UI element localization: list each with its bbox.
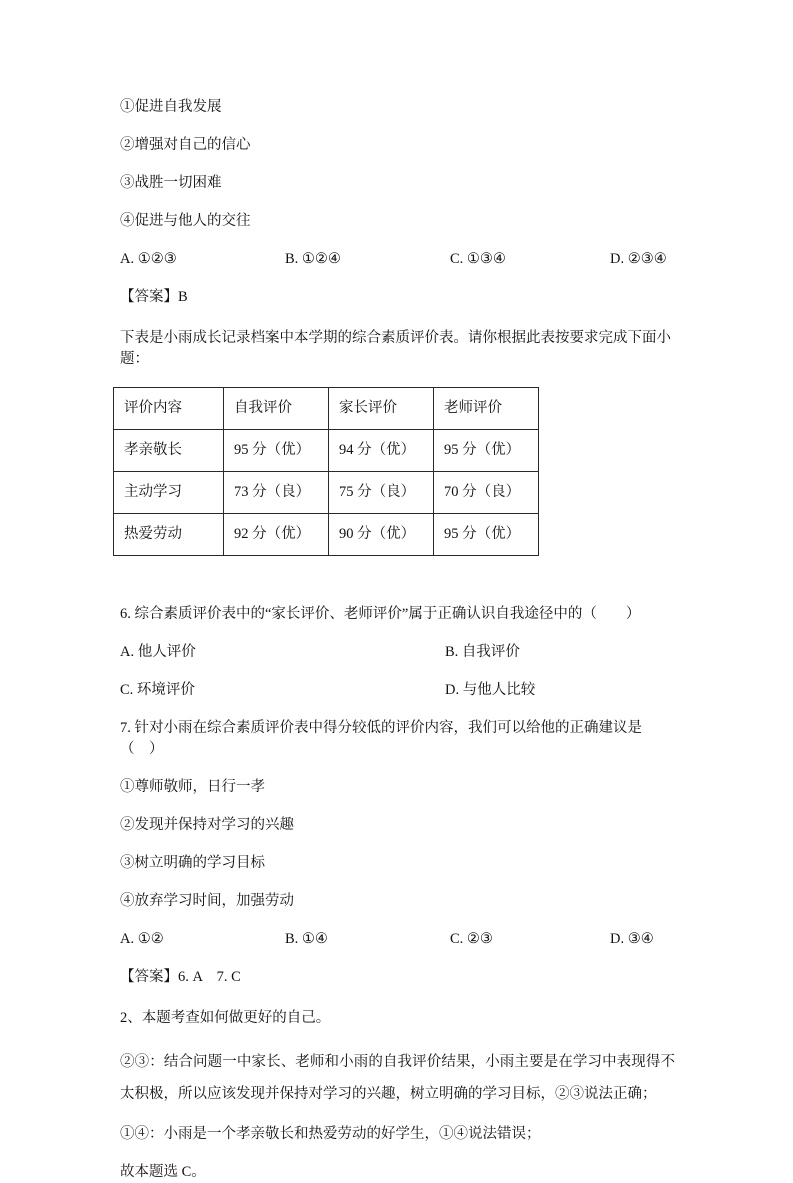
table-cell: 90 分（优） xyxy=(329,514,434,556)
q6-option-c: C. 环境评价 xyxy=(120,682,195,698)
table-cell: 孝亲敬长 xyxy=(114,430,224,472)
statement-item-1: ①促进自我发展 xyxy=(120,99,222,115)
table-cell: 主动学习 xyxy=(114,472,224,514)
table-intro: 下表是小雨成长记录档案中本学期的综合素质评价表。请你根据此表按要求完成下面小题： xyxy=(120,330,671,367)
table-cell: 95 分（优） xyxy=(434,430,539,472)
q6-options xyxy=(120,642,675,701)
table-cell: 94 分（优） xyxy=(329,430,434,472)
analysis-intro: 2、本题考查如何做更好的自己。 xyxy=(120,1010,331,1026)
q7-option-d: D. ③④ xyxy=(610,931,654,947)
q5-option-a: A. ①②③ xyxy=(120,251,177,267)
analysis-conclusion: 故本题选 C。 xyxy=(120,1164,206,1180)
table-row xyxy=(114,430,539,472)
q6-option-a: A. 他人评价 xyxy=(120,644,196,660)
table-cell: 73 分（良） xyxy=(224,472,329,514)
q5-option-c: C. ①③④ xyxy=(450,251,506,267)
q7-stem: 7. 针对小雨在综合素质评价表中得分较低的评价内容，我们可以给他的正确建议是（ ） xyxy=(120,720,642,757)
statement-item-2: ②增强对自己的信心 xyxy=(120,137,251,153)
table-header-cell: 家长评价 xyxy=(329,388,434,430)
q6-stem: 6. 综合素质评价表中的“家长评价、老师评价”属于正确认识自我途径中的（ ） xyxy=(120,606,641,622)
table-header-row xyxy=(114,388,539,430)
evaluation-table xyxy=(113,387,539,556)
q7-item-4: ④放弃学习时间，加强劳动 xyxy=(120,893,294,909)
q7-option-b: B. ①④ xyxy=(285,931,328,947)
table-row xyxy=(114,514,539,556)
table-cell: 95 分（优） xyxy=(224,430,329,472)
q7-item-2: ②发现并保持对学习的兴趣 xyxy=(120,817,294,833)
q5-option-b: B. ①②④ xyxy=(285,251,341,267)
analysis-point-14: ①④：小雨是一个孝亲敬长和热爱劳动的好学生，①④说法错误； xyxy=(120,1126,541,1142)
table-cell: 70 分（良） xyxy=(434,472,539,514)
q7-item-3: ③树立明确的学习目标 xyxy=(120,855,265,871)
q5-options-row xyxy=(120,249,675,270)
q7-option-c: C. ②③ xyxy=(450,931,493,947)
analysis-point-23: ②③：结合问题一中家长、老师和小雨的自我评价结果，小雨主要是在学习中表现得不太积极，所以应该发现并保持对学习的兴趣，树立明确的学习目标，②③说法正确； xyxy=(120,1054,675,1102)
q6-option-d: D. 与他人比较 xyxy=(445,682,536,698)
table-header-cell: 评价内容 xyxy=(114,388,224,430)
table-header-cell: 老师评价 xyxy=(434,388,539,430)
q5-answer: 【答案】B xyxy=(120,289,188,305)
q7-option-a: A. ①② xyxy=(120,931,164,947)
q6-option-b: B. 自我评价 xyxy=(445,644,520,660)
statement-item-4: ④促进与他人的交往 xyxy=(120,213,251,229)
q7-options-row xyxy=(120,929,675,950)
q6-q7-answer: 【答案】6. A 7. C xyxy=(120,969,241,985)
table-cell: 热爱劳动 xyxy=(114,514,224,556)
table-cell: 92 分（优） xyxy=(224,514,329,556)
table-cell: 75 分（良） xyxy=(329,472,434,514)
q5-option-d: D. ②③④ xyxy=(610,251,667,267)
table-header-cell: 自我评价 xyxy=(224,388,329,430)
table-row xyxy=(114,472,539,514)
table-cell: 95 分（优） xyxy=(434,514,539,556)
statement-item-3: ③战胜一切困难 xyxy=(120,175,222,191)
q7-item-1: ①尊师敬师，日行一孝 xyxy=(120,779,265,795)
